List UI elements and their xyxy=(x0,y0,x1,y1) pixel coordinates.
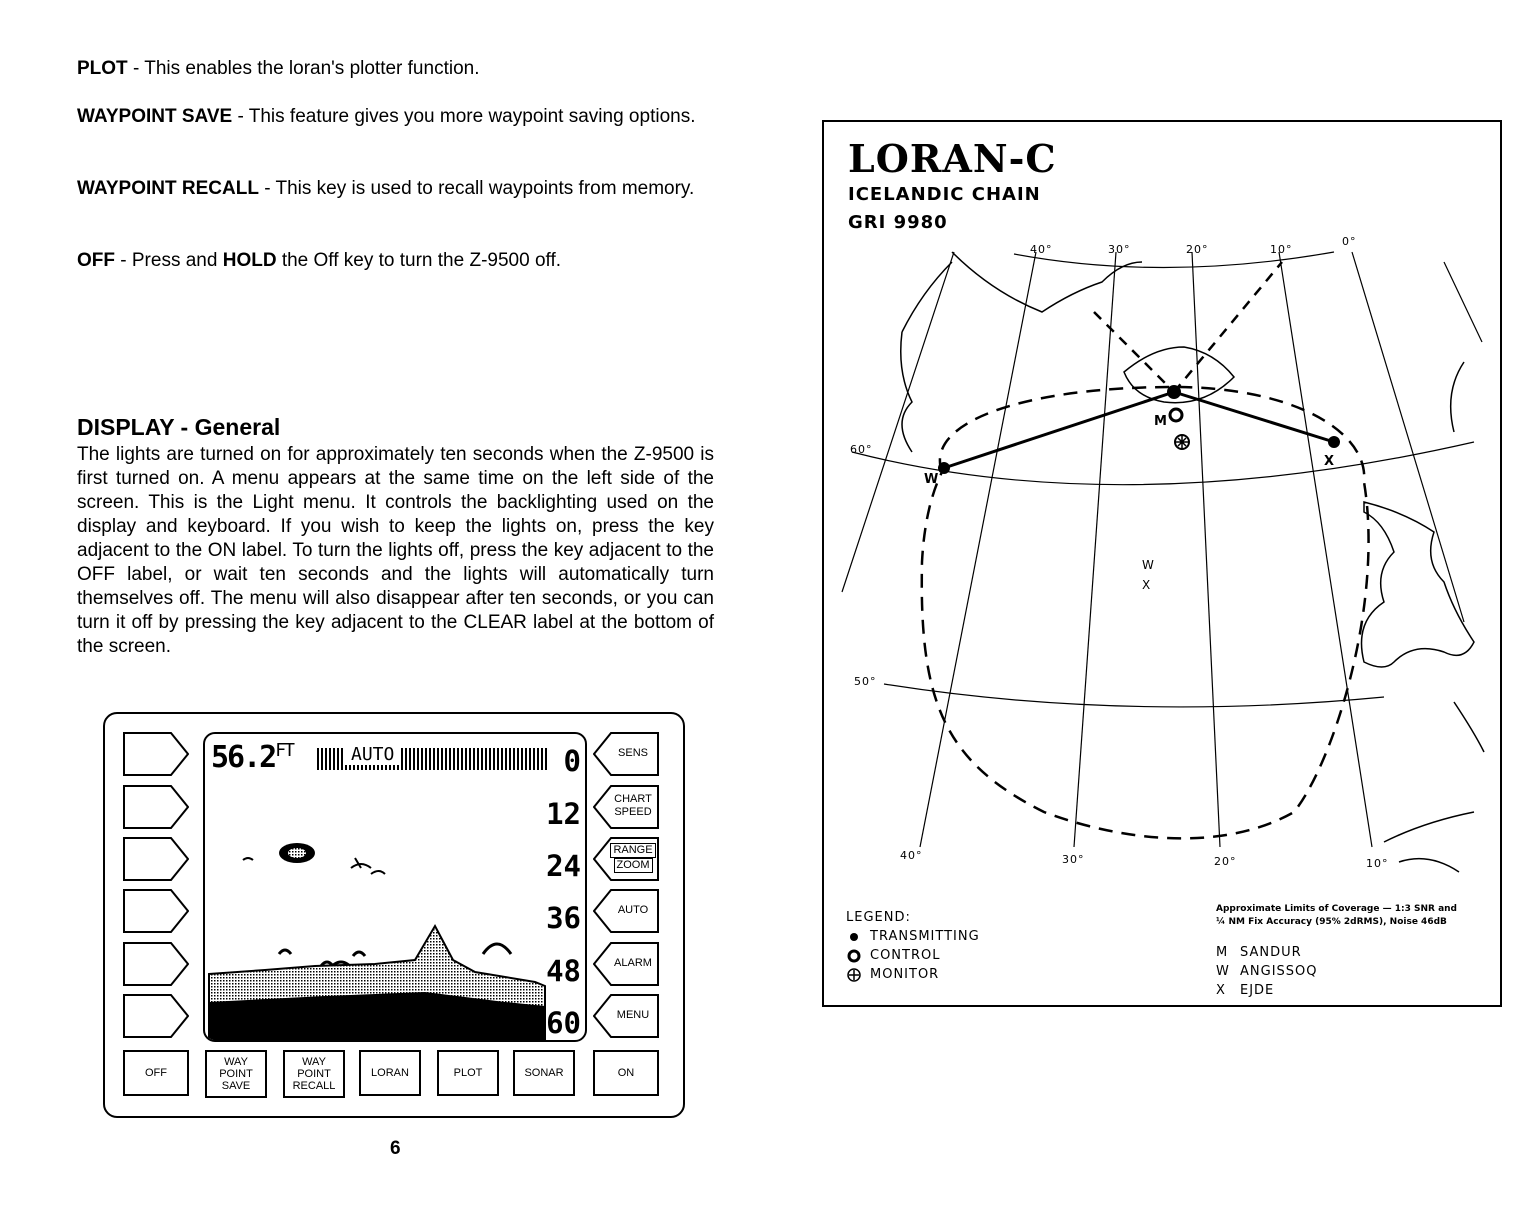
off-desc-2: the Off key to turn the Z-9500 off. xyxy=(276,250,562,271)
zoom-key-label: ZOOM xyxy=(614,858,653,873)
map-subtitle-gri: GRI 9980 xyxy=(848,212,948,233)
page-number: 6 xyxy=(390,1138,401,1159)
waypoint-recall-key[interactable] xyxy=(283,1050,345,1098)
map-subtitle-chain: ICELANDIC CHAIN xyxy=(848,184,1041,205)
on-key-label: ON xyxy=(617,1067,635,1079)
sonar-key[interactable] xyxy=(513,1050,575,1096)
lon-label-bottom: 10° xyxy=(1366,857,1389,870)
legend-transmitting-icon xyxy=(850,933,858,941)
chart-speed-key-label-1: CHART xyxy=(614,793,652,805)
station-m-mark: M xyxy=(1154,414,1168,429)
on-key[interactable] xyxy=(593,1050,659,1096)
station-m-dot xyxy=(1167,385,1181,399)
station-w-dot xyxy=(938,462,950,474)
station-list xyxy=(1216,943,1318,1000)
loran-key-label: LORAN xyxy=(371,1067,409,1079)
waypoint-save-desc: - This feature gives you more waypoint saving options. xyxy=(232,106,696,127)
legend-transmitting: TRANSMITTING xyxy=(870,929,980,944)
control-icon xyxy=(1170,409,1182,421)
mode-label: AUTO xyxy=(345,744,400,765)
meridian-line xyxy=(1279,252,1372,847)
waypoint-save-description xyxy=(77,105,714,129)
legend-monitor: MONITOR xyxy=(870,967,940,982)
baseline-w-m xyxy=(944,392,1174,468)
coverage-note xyxy=(1216,903,1496,929)
device-illustration xyxy=(103,712,685,1118)
station-w-mark: W xyxy=(924,472,940,487)
auto-key-label: AUTO xyxy=(617,903,649,916)
waypoint-save-key[interactable] xyxy=(205,1050,267,1098)
alarm-key[interactable] xyxy=(593,942,659,986)
lat-label: 50° xyxy=(854,675,877,688)
scale-label: 24 xyxy=(546,849,581,883)
waypoint-recall-label-3: RECALL xyxy=(292,1080,336,1092)
display-screen xyxy=(203,732,587,1042)
lon-label-top: 30° xyxy=(1108,243,1131,256)
off-desc-1: - Press and xyxy=(115,250,223,271)
lon-label-top: 0° xyxy=(1342,235,1357,248)
menu-key[interactable] xyxy=(593,994,659,1038)
station-code: W xyxy=(1216,964,1230,979)
plot-desc: - This enables the loran's plotter function. xyxy=(127,58,480,79)
station-x-dot xyxy=(1328,436,1340,448)
waypoint-save-term: WAYPOINT SAVE xyxy=(77,106,233,127)
left-soft-key-3[interactable] xyxy=(123,837,189,881)
station-row xyxy=(1216,943,1318,962)
scale-label: 36 xyxy=(546,901,581,935)
sonar-graphic xyxy=(205,734,585,1040)
waypoint-recall-term: WAYPOINT RECALL xyxy=(77,178,259,199)
range-zoom-key[interactable] xyxy=(593,837,659,881)
auto-key[interactable] xyxy=(593,889,659,933)
meridian-line xyxy=(842,252,954,592)
display-body: The lights are turned on for approximately ten seconds when the Z-9500 is first turned on. A menu appears at the same time on the left side of the screen. This is the Light menu. It controls the backlighting used on the display and keyboard. If you wish to keep the lights on, press the key adjacent to the ON label. To turn the lights off, press the key adjacent to the OFF label, or wait ten seconds and the lights will automatically turn themselves off. The menu will also disappear after ten seconds, or you can turn it off by pressing the key adjacent to the CLEAR label at the bottom of the screen. xyxy=(77,444,714,657)
legend-control-icon xyxy=(849,951,859,961)
menu-key-label: MENU xyxy=(616,1008,650,1021)
left-soft-key-2[interactable] xyxy=(123,785,189,829)
off-term: OFF xyxy=(77,250,115,271)
scale-label: 0 xyxy=(563,744,581,778)
off-description xyxy=(77,249,714,273)
waypoint-recall-description xyxy=(77,177,714,201)
map-title: LORAN-C xyxy=(848,136,1057,181)
coverage-note-line-2: ¼ NM Fix Accuracy (95% 2dRMS), Noise 46dB xyxy=(1216,917,1447,927)
lon-label-bottom: 20° xyxy=(1214,855,1237,868)
lon-label-top: 10° xyxy=(1270,243,1293,256)
station-name: EJDE xyxy=(1240,983,1275,998)
left-soft-key-5[interactable] xyxy=(123,942,189,986)
waypoint-recall-desc: - This key is used to recall waypoints from memory. xyxy=(258,178,695,199)
sens-key-label: SENS xyxy=(618,746,648,759)
plot-term: PLOT xyxy=(77,58,128,79)
station-row xyxy=(1216,981,1318,1000)
plot-description xyxy=(77,57,714,81)
loran-key[interactable] xyxy=(359,1050,421,1096)
waypoint-save-label-1: WAY xyxy=(224,1056,248,1068)
depth-value: 56.2 xyxy=(211,740,276,775)
scale-label: 60 xyxy=(546,1006,581,1040)
plot-key-label: PLOT xyxy=(453,1067,483,1079)
waypoint-recall-label-1: WAY xyxy=(302,1056,326,1068)
depth-unit: FT xyxy=(275,740,293,761)
meridian-line xyxy=(1192,252,1220,847)
waypoint-recall-label-2: POINT xyxy=(297,1068,331,1080)
station-row xyxy=(1216,962,1318,981)
meridian-line xyxy=(920,252,1036,847)
off-key[interactable] xyxy=(123,1050,189,1096)
chart-speed-key-label-2: SPEED xyxy=(614,806,652,818)
scale-label: 12 xyxy=(546,797,581,831)
latitude-50-line xyxy=(884,684,1384,707)
coverage-note-line-1: Approximate Limits of Coverage — 1:3 SNR and xyxy=(1216,904,1458,914)
chart-speed-key[interactable] xyxy=(593,785,659,829)
display-heading: DISPLAY - General xyxy=(77,414,281,440)
left-soft-key-4[interactable] xyxy=(123,889,189,933)
left-soft-key-6[interactable] xyxy=(123,994,189,1038)
waypoint-save-label-3: SAVE xyxy=(221,1080,251,1092)
inner-mark-x: X xyxy=(1142,578,1152,592)
left-soft-key-1[interactable] xyxy=(123,732,189,776)
plot-key[interactable] xyxy=(437,1050,499,1096)
loran-map xyxy=(822,120,1502,1007)
meridian-line xyxy=(1352,252,1464,622)
meridian-line xyxy=(1074,252,1116,847)
inner-mark-w: W xyxy=(1142,558,1155,572)
station-x-mark: X xyxy=(1324,454,1336,469)
station-name: SANDUR xyxy=(1240,945,1302,960)
sens-key[interactable] xyxy=(593,732,659,776)
lon-label-top: 20° xyxy=(1186,243,1209,256)
station-code: X xyxy=(1216,983,1226,998)
legend-control: CONTROL xyxy=(870,948,941,963)
sonar-key-label: SONAR xyxy=(524,1067,564,1079)
lon-label-bottom: 30° xyxy=(1062,853,1085,866)
legend-title: LEGEND: xyxy=(846,910,911,925)
british-isles-coast xyxy=(1362,502,1475,667)
scale-label: 48 xyxy=(546,954,581,988)
lat-label: 60° xyxy=(850,443,873,456)
range-key-label: RANGE xyxy=(610,843,655,858)
greenland-coast xyxy=(901,252,1142,452)
waypoint-save-label-2: POINT xyxy=(219,1068,253,1080)
lon-label-bottom: 40° xyxy=(900,849,923,862)
alarm-key-label: ALARM xyxy=(614,956,652,969)
station-name: ANGISSOQ xyxy=(1240,964,1318,979)
lon-label-top: 40° xyxy=(1030,243,1053,256)
off-hold: HOLD xyxy=(222,250,277,271)
map-graphic xyxy=(824,122,1500,1005)
station-code: M xyxy=(1216,945,1229,960)
off-key-label: OFF xyxy=(145,1067,167,1079)
